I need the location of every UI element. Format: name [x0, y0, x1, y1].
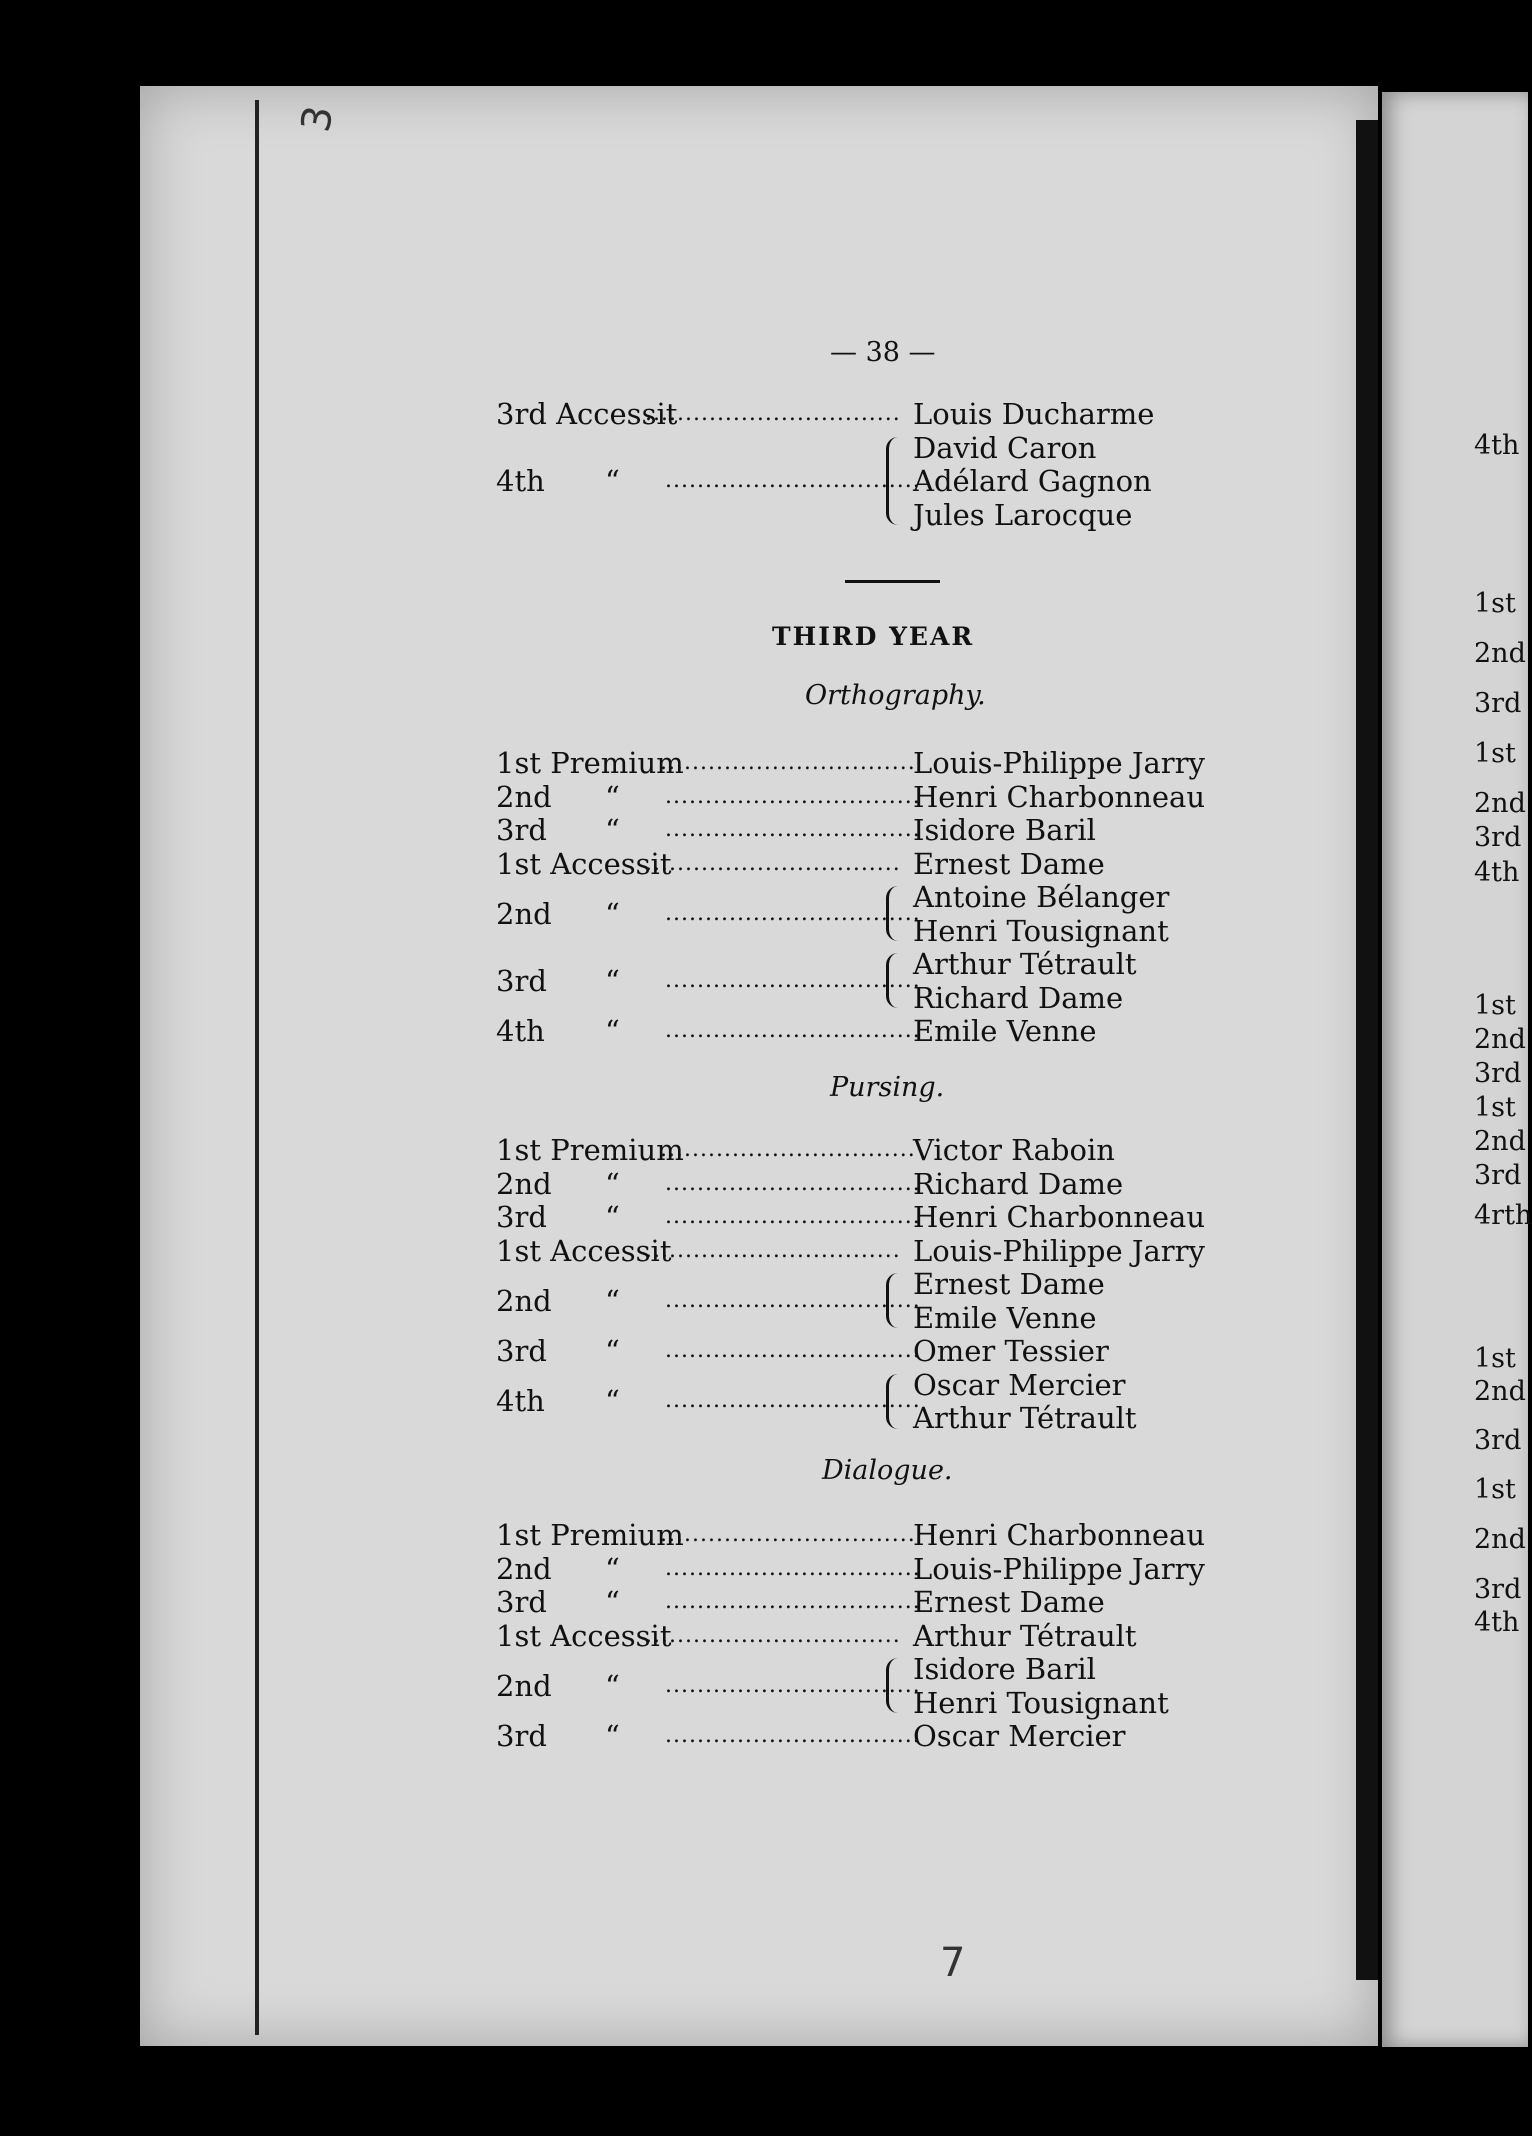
leader-dots: ................................ [645, 1622, 901, 1648]
facing-page-rank: 1st [1474, 1092, 1516, 1123]
entry-rank: 3rd [496, 1719, 547, 1753]
winner-name: Oscar Mercier [913, 1719, 1126, 1753]
facing-page-rank: 4th [1474, 1607, 1520, 1638]
winner-name: Henri Charbonneau [913, 1518, 1206, 1552]
facing-page-rank: 1st [1474, 990, 1516, 1021]
winner-name-row [0, 1301, 1528, 1335]
entry-rank: 2nd [496, 896, 552, 931]
winner-name: Richard Dame [913, 1166, 1124, 1201]
winner-name-row [0, 1167, 1528, 1201]
leader-dots: ................................ [660, 1522, 916, 1547]
leader-dots: ................................ [665, 1723, 921, 1748]
facing-page-rank: 3rd [1474, 1058, 1522, 1089]
entry-rank: 2nd [496, 1283, 552, 1318]
facing-page-rank: 2nd [1474, 1126, 1526, 1157]
winner-name: Isidore Baril [913, 813, 1096, 847]
section-divider-rule [845, 580, 940, 583]
winner-name: Arthur Tétrault [913, 1401, 1137, 1435]
ditto-mark: “ [605, 1585, 620, 1619]
leader-dots: ................................ [665, 817, 921, 842]
winner-name-row [0, 1133, 1528, 1167]
ditto-mark: “ [605, 896, 620, 931]
entry-rank: 4th [496, 464, 545, 498]
entry-rank: 2nd [496, 1668, 552, 1703]
facing-page-rank: 2nd [1474, 1376, 1526, 1407]
section-title: Pursing. [830, 1072, 945, 1103]
winner-name: Richard Dame [913, 980, 1124, 1015]
leader-dots: ................................ [665, 1555, 921, 1581]
leader-dots: ................................ [665, 1589, 921, 1614]
leader-dots: ................................ [665, 1204, 921, 1229]
winner-name: David Caron [913, 430, 1097, 465]
winner-name-row [0, 464, 1528, 498]
winner-name: Adélard Gagnon [913, 464, 1152, 498]
leader-dots: ................................ [665, 468, 921, 493]
section-title: Orthography. [805, 680, 986, 711]
leader-dots: ................................ [665, 1287, 921, 1313]
ditto-mark: “ [605, 779, 620, 814]
entry-rank: 1st Accessit [496, 1618, 672, 1653]
winner-name-row [0, 780, 1528, 814]
winner-name-row [0, 1719, 1528, 1753]
winner-name: Ernest Dame [913, 846, 1105, 881]
leader-dots: ................................ [645, 401, 901, 426]
entry-rank: 3rd [496, 1334, 547, 1368]
winner-name-row [0, 947, 1528, 981]
winner-name-row [0, 1267, 1528, 1301]
leader-dots: ................................ [665, 1338, 921, 1363]
facing-page-rank: 2nd [1474, 788, 1526, 819]
winner-name: Ernest Dame [913, 1585, 1105, 1619]
ditto-mark: “ [605, 1334, 620, 1368]
winner-name: Oscar Mercier [913, 1367, 1126, 1402]
winner-name: Ernest Dame [913, 1267, 1105, 1301]
winner-name: Henri Charbonneau [913, 779, 1206, 814]
section-title: Dialogue. [822, 1455, 953, 1486]
winner-name-row [0, 1585, 1528, 1619]
entry-rank: 1st Premium [496, 1518, 684, 1552]
winner-name-row [0, 1619, 1528, 1653]
winner-name: Victor Raboin [913, 1133, 1115, 1167]
facing-page-rank: 1st [1474, 1474, 1516, 1505]
entry-rank: 1st Premium [496, 746, 684, 780]
facing-page-rank: 1st [1474, 1343, 1516, 1374]
facing-page-rank: 3rd [1474, 1425, 1522, 1456]
winner-name: Louis-Philippe Jarry [913, 1233, 1205, 1268]
winner-name-row [0, 1014, 1528, 1048]
facing-page-rank: 4th [1474, 430, 1520, 461]
year-heading: THIRD YEAR [772, 622, 975, 651]
winner-name-row [0, 1334, 1528, 1368]
ditto-mark: “ [605, 1668, 620, 1703]
facing-page-rank: 1st [1474, 738, 1516, 769]
winner-name: Omer Tessier [913, 1334, 1109, 1368]
leader-dots: ................................ [665, 1018, 921, 1043]
winner-name: Antoine Bélanger [913, 880, 1170, 914]
leader-dots: ................................ [665, 900, 921, 926]
winner-name: Henri Tousignant [913, 1685, 1169, 1720]
ditto-mark: “ [605, 963, 620, 998]
leader-dots: ................................ [665, 1672, 921, 1698]
leader-dots: ................................ [665, 967, 921, 993]
entry-rank: 2nd [496, 1166, 552, 1201]
facing-page-rank: 2nd [1474, 1024, 1526, 1055]
winner-name-row [0, 981, 1528, 1015]
entry-rank: 1st Accessit [496, 1233, 672, 1268]
winner-name-row [0, 847, 1528, 881]
leader-dots: ................................ [665, 1170, 921, 1196]
winner-name-row [0, 1234, 1528, 1268]
winner-name: Arthur Tétrault [913, 1618, 1137, 1653]
entry-rank: 1st Premium [496, 1133, 684, 1167]
ditto-mark: “ [605, 1719, 620, 1753]
winner-name: Louis-Philippe Jarry [913, 746, 1205, 780]
entry-rank: 4th [496, 1384, 545, 1419]
facing-page-rank: 2nd [1474, 1524, 1526, 1555]
ditto-mark: “ [605, 1014, 620, 1048]
winner-name-row [0, 1518, 1528, 1552]
handwritten-mark-top: 3 [292, 102, 343, 136]
leader-dots: ................................ [645, 850, 901, 876]
ditto-mark: “ [605, 464, 620, 498]
entry-rank: 4th [496, 1014, 545, 1048]
entry-rank: 3rd [496, 1585, 547, 1619]
leader-dots: ................................ [660, 750, 916, 775]
leader-dots: ................................ [665, 783, 921, 809]
handwritten-mark-bottom: 7 [940, 1940, 966, 1986]
entry-rank: 3rd Accessit [496, 397, 678, 431]
entry-rank: 2nd [496, 779, 552, 814]
winner-name-row [0, 880, 1528, 914]
winner-name-row [0, 397, 1528, 431]
entry-rank: 3rd [496, 963, 547, 998]
leader-dots: ................................ [660, 1137, 916, 1162]
facing-page-rank: 2nd [1474, 638, 1526, 669]
winner-name-row [0, 498, 1528, 532]
entry-rank: 3rd [496, 813, 547, 847]
winner-name-row [0, 431, 1528, 465]
winner-name-row [0, 813, 1528, 847]
winner-name-row [0, 1552, 1528, 1586]
winner-name: Jules Larocque [913, 497, 1133, 532]
page-number: — 38 — [830, 337, 936, 368]
winner-name: Arthur Tétrault [913, 947, 1137, 981]
facing-page-rank: 4th [1474, 857, 1520, 888]
winner-name-row [0, 914, 1528, 948]
facing-page-rank: 3rd [1474, 1160, 1522, 1191]
winner-name: Louis Ducharme [913, 397, 1155, 431]
ditto-mark: “ [605, 1200, 620, 1234]
winner-name: Isidore Baril [913, 1652, 1096, 1686]
winner-name-row [0, 1686, 1528, 1720]
ditto-mark: “ [605, 1283, 620, 1318]
entry-rank: 3rd [496, 1200, 547, 1234]
winner-name-row [0, 1368, 1528, 1402]
ditto-mark: “ [605, 813, 620, 847]
entry-rank: 1st Accessit [496, 846, 672, 881]
facing-page-rank: 3rd [1474, 822, 1522, 853]
leader-dots: ................................ [645, 1237, 901, 1263]
winner-name-row [0, 1200, 1528, 1234]
ditto-mark: “ [605, 1551, 620, 1586]
winner-name-row [0, 1401, 1528, 1435]
winner-name: Emile Venne [913, 1014, 1097, 1048]
winner-name: Henri Tousignant [913, 913, 1169, 948]
winner-name-row [0, 746, 1528, 780]
facing-page-rank: 3rd [1474, 1574, 1522, 1605]
facing-page-rank: 1st [1474, 588, 1516, 619]
ditto-mark: “ [605, 1166, 620, 1201]
leader-dots: ................................ [665, 1388, 921, 1414]
entry-rank: 2nd [496, 1551, 552, 1586]
winner-name: Emile Venne [913, 1300, 1097, 1335]
winner-name: Louis-Philippe Jarry [913, 1551, 1205, 1586]
ditto-mark: “ [605, 1384, 620, 1419]
winner-name: Henri Charbonneau [913, 1200, 1206, 1234]
facing-page-rank: 4rth [1474, 1200, 1532, 1231]
winner-name-row [0, 1652, 1528, 1686]
facing-page-rank: 3rd [1474, 688, 1522, 719]
